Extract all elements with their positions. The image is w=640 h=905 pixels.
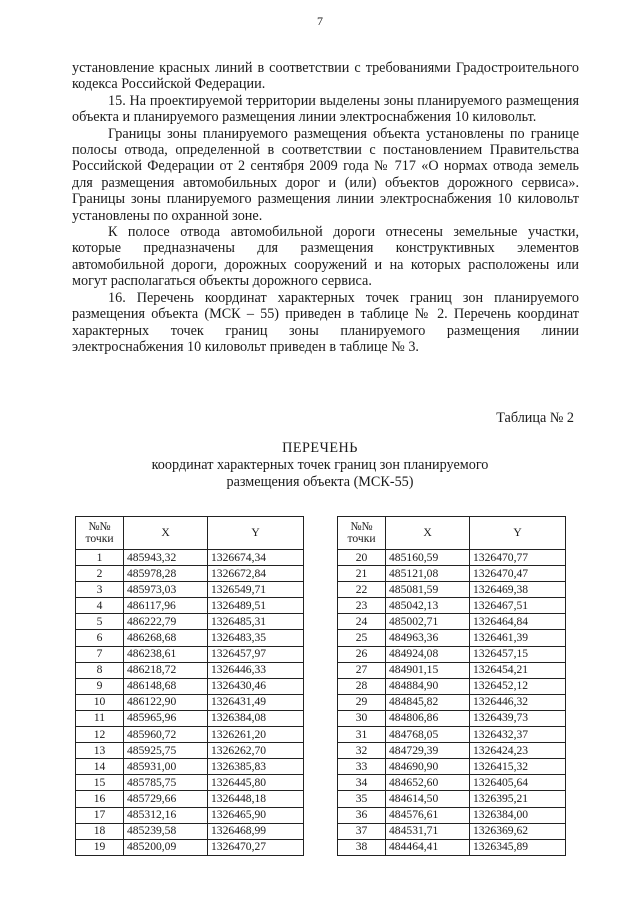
point-number-cell: 3 bbox=[76, 582, 124, 598]
table-row bbox=[76, 775, 304, 791]
table-row bbox=[76, 694, 304, 710]
title-heading: ПЕРЕЧЕНЬ bbox=[282, 440, 358, 456]
point-number-cell: 24 bbox=[338, 614, 386, 630]
table-row bbox=[76, 710, 304, 726]
point-number-cell: 29 bbox=[338, 694, 386, 710]
table-row bbox=[338, 710, 566, 726]
paragraph: Границы зоны планируемого размещения объекта установлены по границе полосы отвода, определенной в соответствии с постановлением Правительства Российской Федерации от 2 сентября 2009 года № 717 «О нормах отвода земель для размещения автомобильных дорог и (или) объектов дорожного сервиса». Границы зоны планируемого размещения линии электроснабжения 10 киловольт установлены по охранной зоне. bbox=[72, 125, 579, 224]
x-cell: 484884,90 bbox=[386, 678, 470, 694]
x-cell: 484806,86 bbox=[386, 710, 470, 726]
y-cell: 1326430,46 bbox=[208, 678, 304, 694]
header-y: Y bbox=[208, 517, 304, 550]
table-row bbox=[338, 662, 566, 678]
table-row bbox=[76, 678, 304, 694]
header-y: Y bbox=[470, 517, 566, 550]
table-row bbox=[76, 727, 304, 743]
x-cell: 485978,28 bbox=[124, 566, 208, 582]
point-number-cell: 9 bbox=[76, 678, 124, 694]
y-cell: 1326470,77 bbox=[470, 550, 566, 566]
point-number-cell: 28 bbox=[338, 678, 386, 694]
point-number-cell: 22 bbox=[338, 582, 386, 598]
y-cell: 1326468,99 bbox=[208, 823, 304, 839]
x-cell: 486222,79 bbox=[124, 614, 208, 630]
x-cell: 485925,75 bbox=[124, 743, 208, 759]
x-cell: 486122,90 bbox=[124, 694, 208, 710]
y-cell: 1326446,33 bbox=[208, 662, 304, 678]
table-row bbox=[338, 759, 566, 775]
y-cell: 1326457,15 bbox=[470, 646, 566, 662]
y-cell: 1326445,80 bbox=[208, 775, 304, 791]
x-cell: 485160,59 bbox=[386, 550, 470, 566]
y-cell: 1326452,12 bbox=[470, 678, 566, 694]
table-row bbox=[76, 646, 304, 662]
x-cell: 484690,90 bbox=[386, 759, 470, 775]
x-cell: 484924,08 bbox=[386, 646, 470, 662]
table-row bbox=[76, 630, 304, 646]
table-row bbox=[76, 598, 304, 614]
table-row bbox=[76, 839, 304, 855]
table-row bbox=[338, 791, 566, 807]
point-number-cell: 8 bbox=[76, 662, 124, 678]
header-point-number: №№ точки bbox=[76, 517, 124, 550]
table-row bbox=[76, 614, 304, 630]
x-cell: 485785,75 bbox=[124, 775, 208, 791]
y-cell: 1326467,51 bbox=[470, 598, 566, 614]
point-number-cell: 19 bbox=[76, 839, 124, 855]
y-cell: 1326345,89 bbox=[470, 839, 566, 855]
point-number-cell: 37 bbox=[338, 823, 386, 839]
y-cell: 1326384,08 bbox=[208, 710, 304, 726]
document-body bbox=[72, 60, 579, 355]
point-number-cell: 31 bbox=[338, 727, 386, 743]
x-cell: 485960,72 bbox=[124, 727, 208, 743]
table-row bbox=[76, 807, 304, 823]
paragraph: установление красных линий в соответствии с требованиями Градостроительного кодекса Российской Федерации. bbox=[72, 60, 579, 93]
point-number-cell: 14 bbox=[76, 759, 124, 775]
y-cell: 1326369,62 bbox=[470, 823, 566, 839]
y-cell: 1326446,32 bbox=[470, 694, 566, 710]
table-row bbox=[338, 678, 566, 694]
point-number-cell: 12 bbox=[76, 727, 124, 743]
point-number-cell: 18 bbox=[76, 823, 124, 839]
table-row bbox=[76, 566, 304, 582]
x-cell: 484845,82 bbox=[386, 694, 470, 710]
y-cell: 1326485,31 bbox=[208, 614, 304, 630]
x-cell: 486238,61 bbox=[124, 646, 208, 662]
table-row bbox=[338, 646, 566, 662]
point-number-cell: 16 bbox=[76, 791, 124, 807]
table-row bbox=[338, 839, 566, 855]
table-row bbox=[338, 582, 566, 598]
point-number-cell: 26 bbox=[338, 646, 386, 662]
x-cell: 485965,96 bbox=[124, 710, 208, 726]
header-x: X bbox=[386, 517, 470, 550]
point-number-cell: 34 bbox=[338, 775, 386, 791]
x-cell: 484531,71 bbox=[386, 823, 470, 839]
x-cell: 484768,05 bbox=[386, 727, 470, 743]
x-cell: 485081,59 bbox=[386, 582, 470, 598]
x-cell: 484652,60 bbox=[386, 775, 470, 791]
table-row bbox=[76, 823, 304, 839]
paragraph: 16. Перечень координат характерных точек границ зон планируемого размещения объекта (МСК – 55) приведен в таблице № 2. Перечень координат характерных точек границ зоны планируемого размещения линии электроснабжения 10 киловольт приведен в таблице № 3. bbox=[72, 289, 579, 355]
y-cell: 1326262,70 bbox=[208, 743, 304, 759]
table-row bbox=[338, 743, 566, 759]
title-line: координат характерных точек границ зон планируемого bbox=[151, 457, 489, 473]
table-row bbox=[338, 727, 566, 743]
y-cell: 1326384,00 bbox=[470, 807, 566, 823]
x-cell: 484614,50 bbox=[386, 791, 470, 807]
coordinates-table-right bbox=[337, 516, 566, 856]
title-line: размещения объекта (МСК-55) bbox=[226, 474, 414, 490]
x-cell: 485943,32 bbox=[124, 550, 208, 566]
x-cell: 484963,36 bbox=[386, 630, 470, 646]
x-cell: 485239,58 bbox=[124, 823, 208, 839]
point-number-cell: 6 bbox=[76, 630, 124, 646]
point-number-cell: 30 bbox=[338, 710, 386, 726]
y-cell: 1326464,84 bbox=[470, 614, 566, 630]
coordinates-table-left bbox=[75, 516, 304, 856]
table-row bbox=[76, 550, 304, 566]
x-cell: 485002,71 bbox=[386, 614, 470, 630]
y-cell: 1326405,64 bbox=[470, 775, 566, 791]
point-number-cell: 25 bbox=[338, 630, 386, 646]
y-cell: 1326672,84 bbox=[208, 566, 304, 582]
point-number-cell: 11 bbox=[76, 710, 124, 726]
y-cell: 1326454,21 bbox=[470, 662, 566, 678]
paragraph: 15. На проектируемой территории выделены зоны планируемого размещения объекта и планируемого размещения линии электроснабжения 10 киловольт. bbox=[72, 92, 579, 126]
x-cell: 484901,15 bbox=[386, 662, 470, 678]
y-cell: 1326549,71 bbox=[208, 582, 304, 598]
table-row bbox=[338, 598, 566, 614]
x-cell: 486218,72 bbox=[124, 662, 208, 678]
x-cell: 485200,09 bbox=[124, 839, 208, 855]
page-number: 7 bbox=[317, 14, 323, 28]
x-cell: 485729,66 bbox=[124, 791, 208, 807]
y-cell: 1326261,20 bbox=[208, 727, 304, 743]
point-number-cell: 36 bbox=[338, 807, 386, 823]
table-caption: Таблица № 2 bbox=[496, 410, 574, 426]
table-row bbox=[338, 823, 566, 839]
point-number-cell: 20 bbox=[338, 550, 386, 566]
x-cell: 484576,61 bbox=[386, 807, 470, 823]
y-cell: 1326469,38 bbox=[470, 582, 566, 598]
point-number-cell: 32 bbox=[338, 743, 386, 759]
x-cell: 484729,39 bbox=[386, 743, 470, 759]
paragraph: К полосе отвода автомобильной дороги отнесены земельные участки, которые предназначены для размещения конструктивных элементов автомобильной дороги, дорожных сооружений и на которых расположены или могут располагаться объекты дорожного сервиса. bbox=[72, 224, 579, 290]
x-cell: 484464,41 bbox=[386, 839, 470, 855]
y-cell: 1326385,83 bbox=[208, 759, 304, 775]
x-cell: 486148,68 bbox=[124, 678, 208, 694]
x-cell: 486268,68 bbox=[124, 630, 208, 646]
y-cell: 1326395,21 bbox=[470, 791, 566, 807]
y-cell: 1326489,51 bbox=[208, 598, 304, 614]
y-cell: 1326457,97 bbox=[208, 646, 304, 662]
table-row bbox=[76, 662, 304, 678]
header-x: X bbox=[124, 517, 208, 550]
y-cell: 1326470,27 bbox=[208, 839, 304, 855]
y-cell: 1326465,90 bbox=[208, 807, 304, 823]
x-cell: 485121,08 bbox=[386, 566, 470, 582]
table-row bbox=[338, 630, 566, 646]
point-number-cell: 27 bbox=[338, 662, 386, 678]
table-row bbox=[338, 694, 566, 710]
table-row bbox=[76, 743, 304, 759]
point-number-cell: 13 bbox=[76, 743, 124, 759]
x-cell: 485312,16 bbox=[124, 807, 208, 823]
y-cell: 1326448,18 bbox=[208, 791, 304, 807]
point-number-cell: 5 bbox=[76, 614, 124, 630]
point-number-cell: 23 bbox=[338, 598, 386, 614]
point-number-cell: 7 bbox=[76, 646, 124, 662]
table-row bbox=[76, 791, 304, 807]
x-cell: 486117,96 bbox=[124, 598, 208, 614]
point-number-cell: 2 bbox=[76, 566, 124, 582]
y-cell: 1326424,23 bbox=[470, 743, 566, 759]
y-cell: 1326432,37 bbox=[470, 727, 566, 743]
table-row bbox=[76, 582, 304, 598]
y-cell: 1326483,35 bbox=[208, 630, 304, 646]
table-row bbox=[338, 566, 566, 582]
y-cell: 1326470,47 bbox=[470, 566, 566, 582]
point-number-cell: 38 bbox=[338, 839, 386, 855]
header-point-number: №№ точки bbox=[338, 517, 386, 550]
table-row bbox=[338, 550, 566, 566]
point-number-cell: 33 bbox=[338, 759, 386, 775]
point-number-cell: 35 bbox=[338, 791, 386, 807]
y-cell: 1326461,39 bbox=[470, 630, 566, 646]
y-cell: 1326439,73 bbox=[470, 710, 566, 726]
x-cell: 485042,13 bbox=[386, 598, 470, 614]
y-cell: 1326431,49 bbox=[208, 694, 304, 710]
point-number-cell: 10 bbox=[76, 694, 124, 710]
table-row bbox=[76, 759, 304, 775]
table-row bbox=[338, 614, 566, 630]
table-title bbox=[0, 440, 640, 491]
point-number-cell: 1 bbox=[76, 550, 124, 566]
x-cell: 485931,00 bbox=[124, 759, 208, 775]
x-cell: 485973,03 bbox=[124, 582, 208, 598]
y-cell: 1326415,32 bbox=[470, 759, 566, 775]
point-number-cell: 17 bbox=[76, 807, 124, 823]
table-row bbox=[338, 807, 566, 823]
table-row bbox=[338, 775, 566, 791]
point-number-cell: 15 bbox=[76, 775, 124, 791]
point-number-cell: 21 bbox=[338, 566, 386, 582]
y-cell: 1326674,34 bbox=[208, 550, 304, 566]
point-number-cell: 4 bbox=[76, 598, 124, 614]
